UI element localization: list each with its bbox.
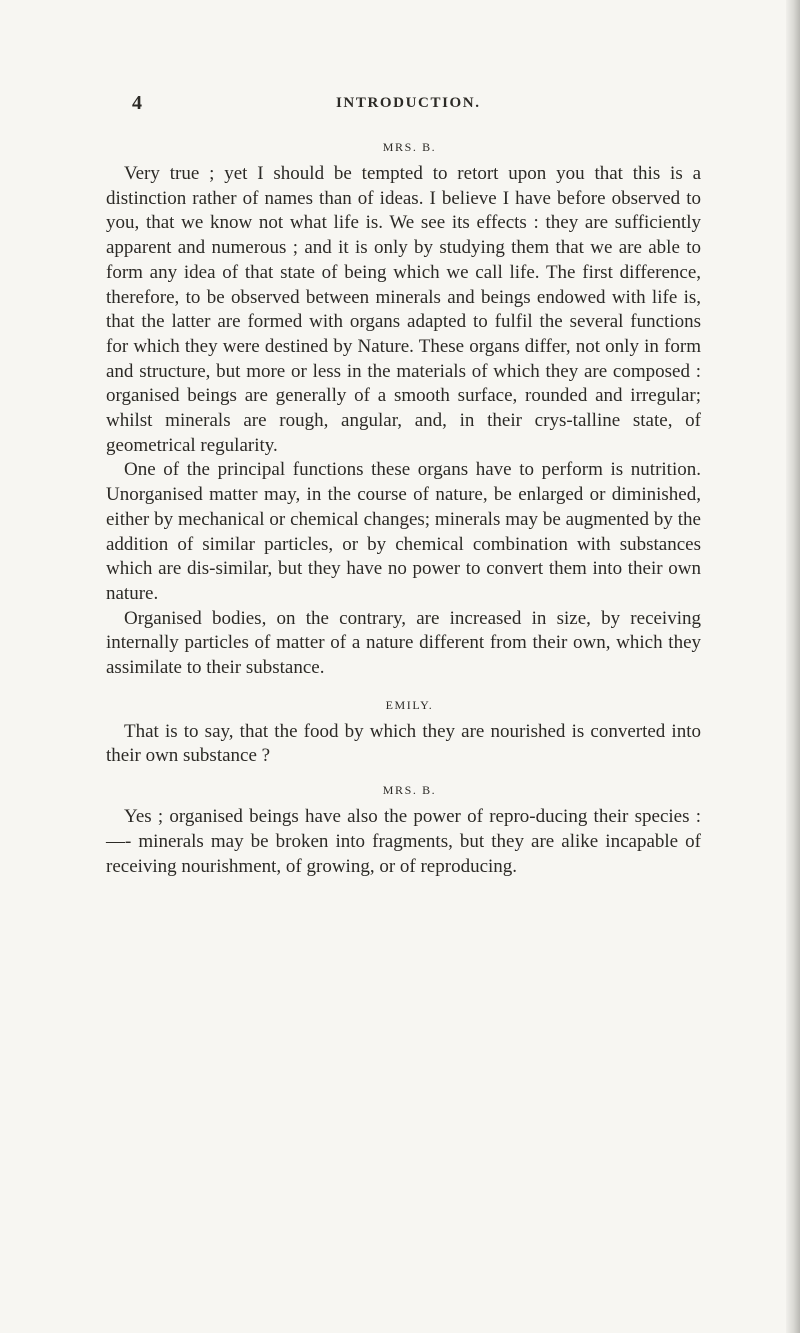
page-body [106,140,701,879]
paragraph: That is to say, that the food by which they are nourished is converted into their own substance ? [106,720,701,767]
paragraph: Organised bodies, on the contrary, are increased in size, by receiving internally particles of matter of a nature different from their own, which they assimilate to their substance. [106,607,701,679]
speaker-label: MRS. B. [382,140,437,154]
page-number: 4 [132,92,142,114]
running-title: INTRODUCTION. [336,95,481,111]
paragraph: Very true ; yet I should be tempted to retort upon you that this is a distinction rather of names than of ideas. I believe I have before observed to you, that we know not what life is. We see its effects : they are sufficiently apparent and numerous ; and it is only by studying them that we are able to form any idea of that state of being which we call life. The first difference, therefore, to be observed between minerals and beings endowed with life is, that the latter are formed with organs adapted to fulfil the several functions for which they were destined by Nature. These organs differ, not only in form and structure, but more or less in the materials of which they are composed : organised beings are generally of a smooth surface, rounded and irregular; whilst minerals are rough, angular, and, in their crys-talline state, of geometrical regularity. [106,163,701,456]
speaker-label: MRS. B. [382,783,437,798]
paragraph: Yes ; organised beings have also the power of repro-ducing their species : —- minerals may be broken into fragments, but they are alike incapable of receiving nourishment, of growing, or of reproducing. [106,806,701,877]
paragraph: One of the principal functions these organs have to perform is nutrition. Unorganised matter may, in the course of nature, be enlarged or diminished, either by mechanical or chemical changes; minerals may be augmented by the addition of similar particles, or by chemical combination with substances which are dis-similar, but they have no power to convert them into their own nature. [106,459,701,604]
speaker-label: EMILY. [385,697,434,712]
page-edge-shadow [786,0,800,1333]
